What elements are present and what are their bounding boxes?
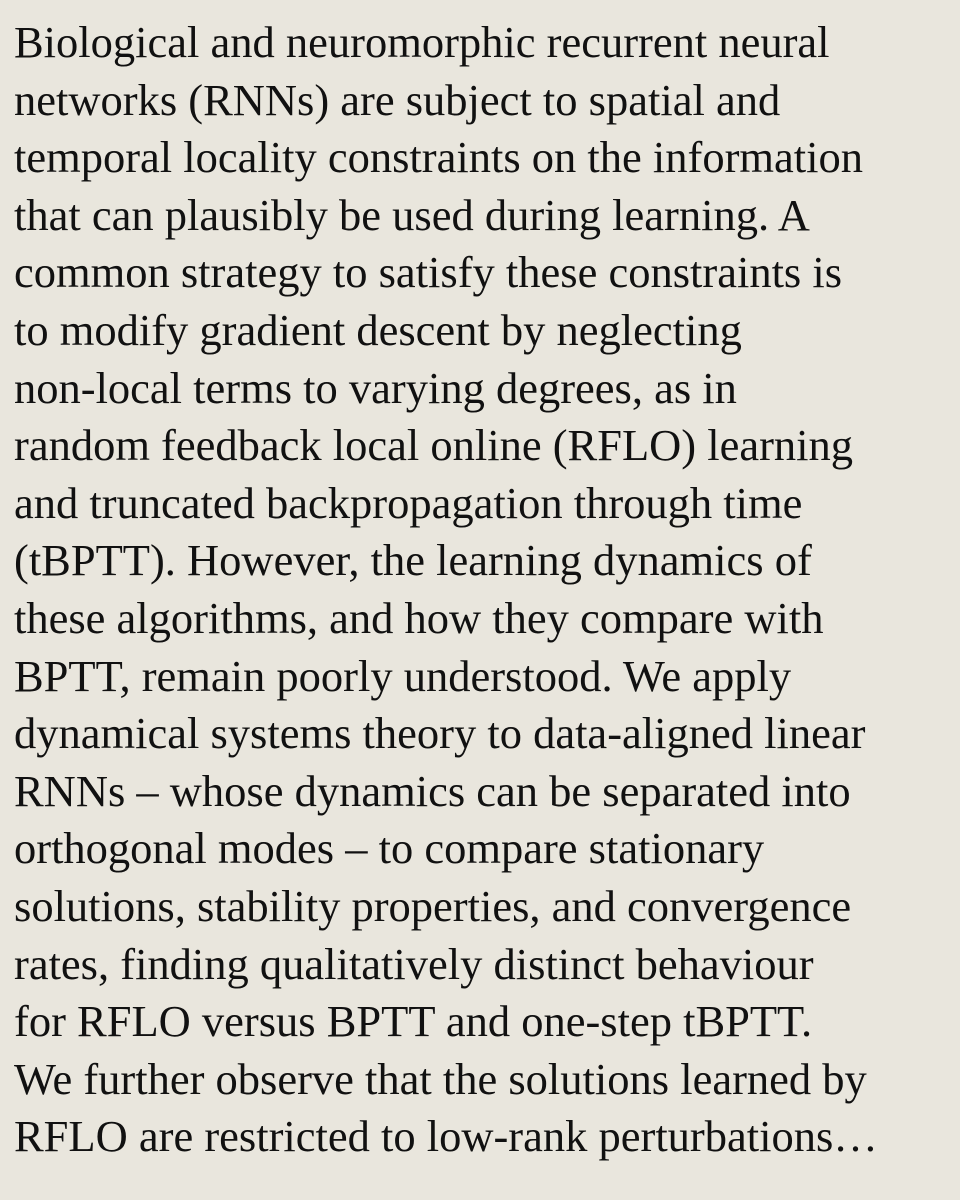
abstract-line: non-local terms to varying degrees, as in — [14, 362, 737, 413]
abstract-line: rates, finding qualitatively distinct behaviour — [14, 938, 814, 989]
abstract-line: for RFLO versus BPTT and one-step tBPTT. — [14, 996, 813, 1047]
abstract-line: solutions, stability properties, and convergence — [14, 880, 852, 931]
abstract-line: RFLO are restricted to low-rank perturbations… — [14, 1111, 878, 1162]
abstract-line: We further observe that the solutions learned by — [14, 1053, 867, 1104]
abstract-line: orthogonal modes – to compare stationary — [14, 823, 765, 874]
abstract-line: temporal locality constraints on the information — [14, 132, 863, 183]
abstract-line: that can plausibly be used during learning. A — [14, 189, 810, 240]
abstract-line: common strategy to satisfy these constraints is — [14, 247, 843, 298]
abstract-line: Biological and neuromorphic recurrent neural — [14, 17, 830, 67]
abstract-line: these algorithms, and how they compare with — [14, 592, 824, 643]
abstract-text — [14, 14, 949, 1166]
abstract-line: networks (RNNs) are subject to spatial and — [14, 74, 781, 125]
abstract-line: to modify gradient descent by neglecting — [14, 304, 742, 355]
abstract-line: random feedback local online (RFLO) learning — [14, 420, 854, 471]
abstract-line: and truncated backpropagation through time — [14, 477, 803, 528]
abstract-line: dynamical systems theory to data-aligned linear — [14, 708, 866, 759]
abstract-line: BPTT, remain poorly understood. We apply — [14, 650, 792, 701]
abstract-line: (tBPTT). However, the learning dynamics of — [14, 535, 812, 586]
abstract-line: RNNs – whose dynamics can be separated into — [14, 765, 851, 816]
